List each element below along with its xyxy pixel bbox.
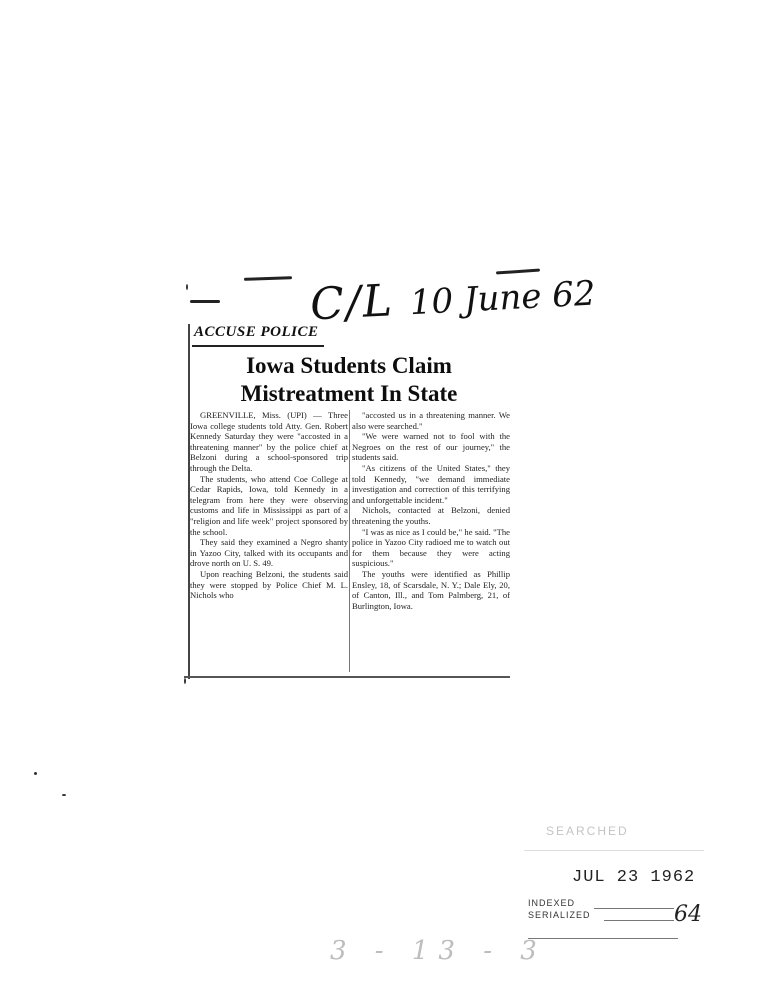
article-paragraph: "I was as nice as I could be," he said. "The police in Yazoo City radioed me to watch out for them because they were acting suspicious." — [352, 526, 510, 569]
scan-speck — [184, 678, 186, 684]
column-divider — [349, 410, 350, 672]
stamp-indexed: INDEXED — [528, 898, 576, 908]
headline-line-1: Iowa Students Claim — [246, 353, 452, 378]
article-paragraph: GREENVILLE, Miss. (UPI) — Three Iowa college students told Atty. Gen. Robert Kennedy Saturday they were "accosted in a threatening manner" by the police chief at Belzoni during a school-sponsored trip through the Delta. — [190, 410, 348, 473]
clipping-headline — [194, 352, 504, 408]
article-paragraph: They said they examined a Negro shanty in Yazoo City, talked with its occupants and drove north on U. S. 49. — [190, 537, 348, 569]
article-paragraph: The students, who attend Coe College at Cedar Rapids, Iowa, told Kennedy in a telegram from here they were observing customs and life in Mississippi as part of a "religion and life week" project sponsored by the school. — [190, 473, 348, 537]
article-paragraph: "As citizens of the United States," they told Kennedy, "we demand immediate investigation and correction of this terrifying and unforgettable incident." — [352, 462, 510, 505]
stamp-faded-text: SEARCHED — [546, 824, 629, 838]
stamp-rule — [604, 920, 674, 921]
clipping-bottom-rule — [184, 676, 510, 678]
article-paragraph: Upon reaching Belzoni, the students said they were stopped by Police Chief M. L. Nichols who — [190, 568, 348, 601]
clipping-kicker: ACCUSE POLICE — [194, 324, 319, 340]
stamp-serialized: SERIALIZED — [528, 910, 591, 920]
handwritten-initials: C/L — [308, 275, 396, 331]
handwritten-stroke — [244, 276, 292, 281]
newspaper-clipping — [184, 318, 510, 686]
article-column-right — [352, 410, 510, 611]
file-number: 3 - 13 - 3 — [330, 936, 547, 966]
received-stamp — [524, 820, 710, 960]
stamp-rule — [528, 938, 678, 939]
article-paragraph: "accosted us in a threatening manner. We also were searched." — [352, 410, 510, 431]
stamp-rule — [594, 908, 674, 909]
kicker-underline — [192, 345, 324, 347]
article-paragraph: "We were warned not to fool with the Negroes on the rest of our journey," the students said. — [352, 431, 510, 463]
handwritten-date: 10 June 62 — [408, 273, 597, 324]
stamp-date: JUL 23 1962 — [572, 868, 696, 887]
article-paragraph: Nichols, contacted at Belzoni, denied threatening the youths. — [352, 505, 510, 526]
scan-speck — [34, 772, 37, 775]
scan-speck — [62, 794, 66, 796]
stamp-handwritten-mark: 64 — [674, 902, 702, 927]
scan-speck — [186, 284, 188, 290]
headline-line-2: Mistreatment In State — [240, 381, 458, 406]
article-column-left — [190, 410, 348, 601]
article-paragraph: The youths were identified as Phillip Ensley, 18, of Scarsdale, N. Y.; Dale Ely, 20, of Canton, Ill., and Tom Palmberg, 21, of Burlington, Iowa. — [352, 568, 510, 611]
stamp-border — [524, 850, 704, 851]
handwritten-stroke — [190, 300, 220, 303]
